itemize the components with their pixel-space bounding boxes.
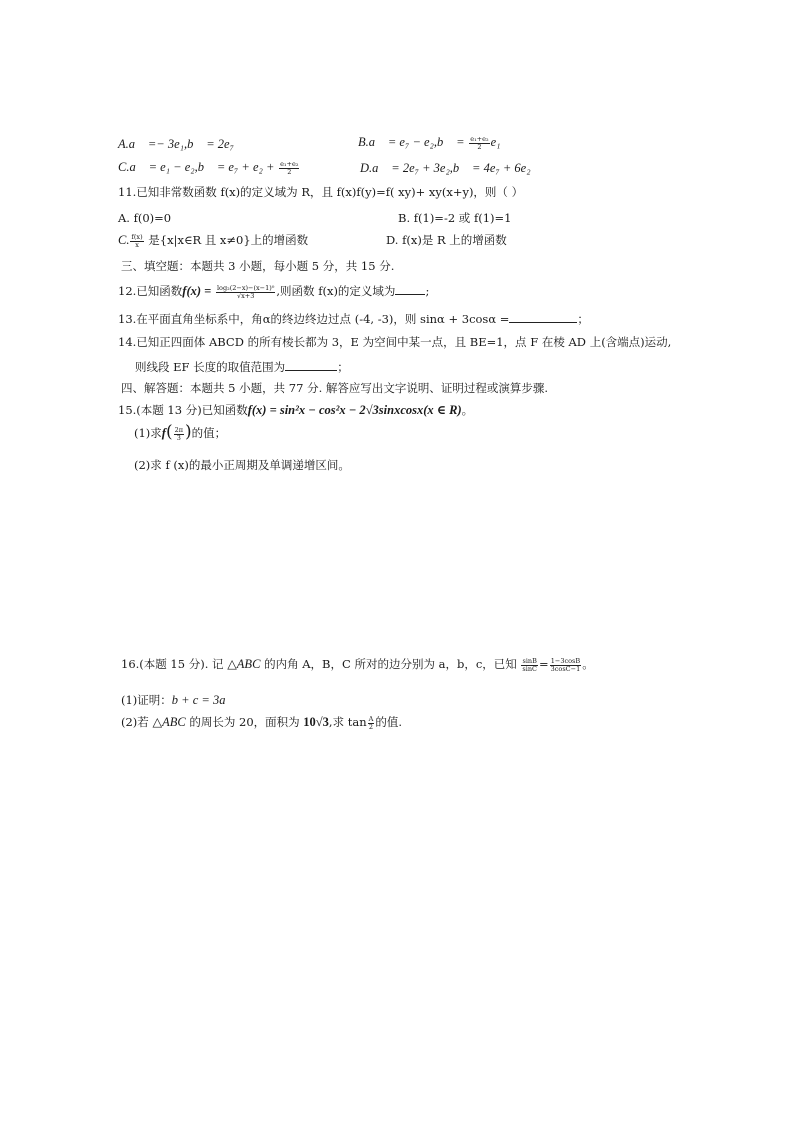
section3-heading: 三、填空题：本题共 3 小题，每小题 5 分，共 15 分.: [121, 259, 395, 273]
q10-option-a-letter: A.: [118, 137, 129, 151]
q11-option-b: B. f(1)=-2 或 f(1)=1: [398, 211, 512, 225]
fraction-numerator: A: [368, 714, 374, 723]
q10-option-b-expr: a⃗ = e₇ − e₂,b⃗ =: [368, 135, 465, 149]
fraction-numerator: f(x): [131, 232, 143, 241]
fraction-numerator: 2π: [174, 425, 184, 434]
q13: [118, 310, 589, 327]
q10-option-c-fraction: [279, 161, 299, 176]
q15-function: f(x) = sin²x − cos²x − 2√3sinxcosx(x ∈ R): [247, 403, 462, 417]
fraction-denominator: x: [135, 240, 139, 249]
q16-fraction-cos: [550, 658, 582, 673]
q16-part2-end: 的值.: [375, 715, 402, 729]
q15-stem-text: 15.(本题 13 分)已知函数: [118, 403, 248, 417]
q10-option-a: [118, 136, 234, 152]
q10-option-c-letter: C.: [118, 160, 130, 174]
q15-part1: [134, 424, 226, 442]
q16-part2-triangle: △ABC: [152, 715, 186, 729]
q11-option-c: [118, 232, 308, 249]
q12-suffix: ,则函数 f(x)的定义域为: [276, 284, 396, 298]
q12-function: f(x) =: [182, 284, 212, 298]
q11-option-d: D. f(x)是 R 上的增函数: [386, 233, 507, 247]
q16-part1: [121, 692, 225, 708]
q12-fraction: [216, 285, 275, 300]
q10-option-a-expr: a⃗ =− 3e₁,b⃗ = 2e₇: [128, 137, 234, 151]
q11-option-c-letter: C.: [118, 233, 130, 247]
q16-stem-end: 。: [582, 657, 594, 671]
q15-part2: (2)求 f (x)的最小正周期及单调递增区间。: [134, 458, 350, 472]
fraction-denominator: 2: [368, 722, 374, 731]
q10-option-c-expr: a⃗ = e₁ − e₂,b⃗ = e₇ + e₂ +: [129, 160, 275, 174]
q16-stem: [121, 656, 594, 673]
q13-answer-blank[interactable]: [509, 310, 577, 323]
q14-line1: 14.已知正四面体 ABCD 的所有棱长都为 3，E 为空间中某一点，且 BE=1，点 F 在棱 AD 上(含端点)运动,: [118, 335, 672, 349]
q14-answer-blank[interactable]: [285, 358, 337, 371]
q15-stem: [118, 402, 473, 418]
q10-option-b-expr-end: e₁: [490, 135, 501, 149]
q11-option-c-text: 是{x|x∈R 且 x≠0}上的增函数: [148, 233, 309, 247]
right-paren: ): [185, 422, 192, 442]
q15-part1-fraction: [174, 427, 184, 442]
q15-stem-end: 。: [461, 403, 474, 417]
q10-option-b: [358, 134, 500, 151]
q16-part2-mid2: ,求 tan: [328, 715, 367, 729]
fraction-denominator: 2: [287, 167, 292, 176]
fraction-numerator: sinB: [522, 656, 537, 665]
q10-option-d-expr: a⃗ = 2e₇ + 3e₂,b⃗ = 4e₇ + 6e₂: [372, 161, 531, 175]
q16-triangle: △ABC: [227, 657, 261, 671]
q14-end: ；: [337, 360, 349, 374]
q16-part2-fraction: [368, 716, 375, 731]
section4-heading: 四、解答题：本题共 5 小题，共 77 分. 解答应写出文字说明、证明过程或演算步骤.: [121, 381, 549, 395]
fraction-denominator: 3cosC−1: [550, 664, 581, 673]
q16-stem-text: 16.(本题 15 分). 记: [121, 657, 224, 671]
q16-part2-prefix: (2)若: [121, 715, 149, 729]
fraction-numerator: e₁+e₂: [470, 134, 489, 143]
q16-part2: [121, 714, 402, 731]
q12-end: ;: [425, 284, 430, 298]
fraction-denominator: √x+3: [236, 291, 255, 300]
q15-part1-prefix: (1)求: [134, 426, 162, 440]
q16-stem-mid: 的内角 A，B，C 所对的边分别为 a，b，c，已知: [264, 657, 517, 671]
fraction-denominator: 3: [176, 433, 181, 442]
q10-option-c: [118, 159, 300, 176]
q11-stem: 11.已知非常数函数 f(x)的定义域为 R，且 f(x)f(y)=f( xy)+ xy(x+y)，则（ ）: [118, 185, 524, 199]
q12-answer-blank[interactable]: [395, 282, 425, 295]
q11-option-a: A. f(0)=0: [118, 211, 172, 225]
q15-part1-suffix: 的值；: [191, 426, 227, 440]
q12: [118, 282, 429, 300]
fraction-numerator: e₁+e₂: [280, 159, 299, 168]
fraction-denominator: 2: [477, 142, 482, 151]
q10-option-d-letter: D.: [360, 161, 373, 175]
q16-part1-expression: b + c = 3a: [171, 693, 226, 707]
fraction-numerator: log₂(2−x)−(x−1)⁰: [216, 283, 275, 292]
q10-option-b-letter: B.: [358, 135, 369, 149]
q16-fraction-sin: [521, 658, 538, 673]
left-paren: (: [165, 422, 173, 442]
q15-part1-function: f: [161, 426, 166, 440]
q14-line2: [135, 358, 349, 375]
q11-option-c-fraction: [130, 234, 143, 249]
q12-prefix: 12.已知函数: [118, 284, 183, 298]
q13-text: 13.在平面直角坐标系中，角α的终边终边过点 (-4, -3)，则 sinα + 3cosα =: [118, 312, 510, 326]
fraction-denominator: sinC: [522, 664, 537, 673]
q16-part1-prefix: (1)证明：: [121, 693, 172, 707]
q10-option-b-fraction: [469, 136, 489, 151]
q13-end: ；: [577, 312, 589, 326]
q16-part2-mid: 的周长为 20，面积为: [189, 715, 300, 729]
q16-part2-area: 10√3: [303, 715, 329, 729]
q16-equals: =: [539, 657, 549, 671]
fraction-numerator: 1−3cosB: [550, 656, 581, 665]
q14-line2-text: 则线段 EF 长度的取值范围为: [135, 360, 286, 374]
q10-option-d: [360, 160, 531, 176]
